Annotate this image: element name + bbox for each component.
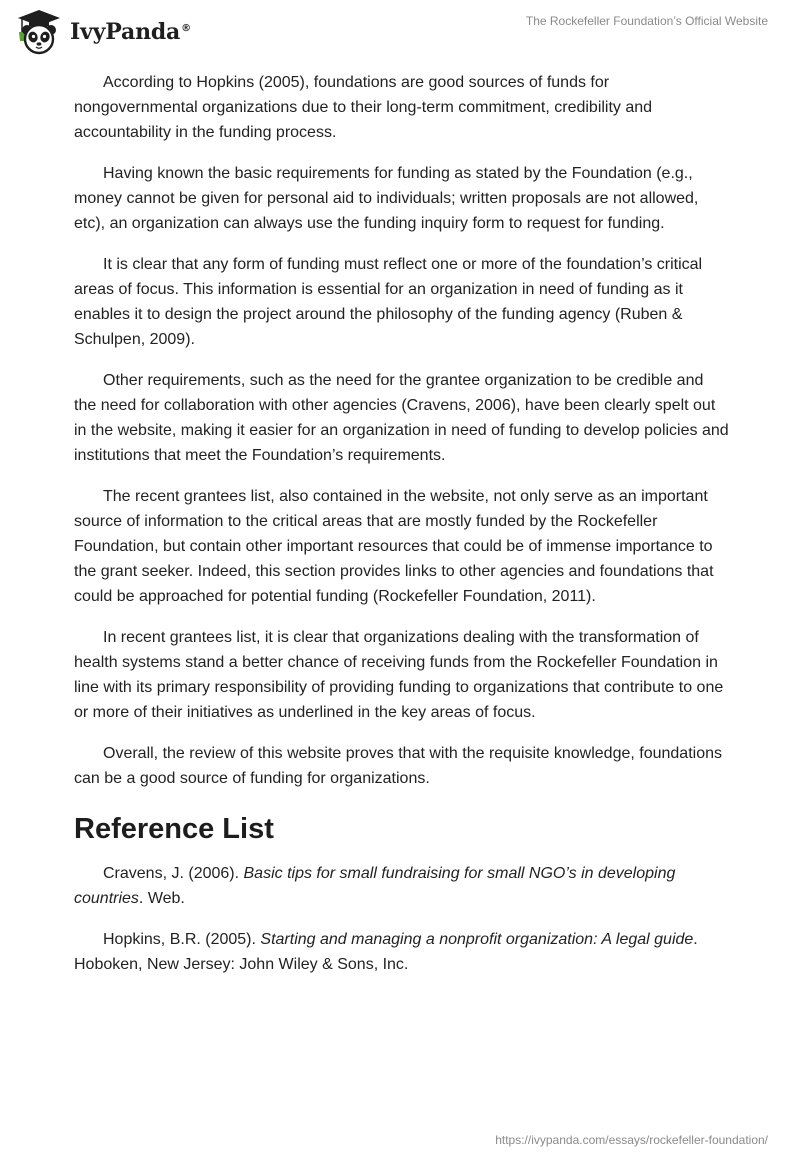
body-paragraph-7: Overall, the review of this website proves that with the requisite knowledge, foundations can be a good source of funding for organizations. [74,745,722,787]
logo-text: IvyPanda [70,19,181,45]
reference-author: Cravens, J. (2006). [103,865,244,882]
reference-author: Hopkins, B.R. (2005). [103,931,261,948]
ivypanda-logo[interactable] [14,9,191,55]
body-paragraph-1: According to Hopkins (2005), foundations are good sources of funds for nongovernmental organizations due to their long-term commitment, credibility and accountability in the funding process. [74,74,653,141]
registered-mark: ® [181,22,191,34]
essay-content [74,70,730,993]
reference-details: . Web. [138,890,185,907]
body-paragraph-3: It is clear that any form of funding must reflect one or more of the foundation’s critical areas of focus. This information is essential for an organization in need of funding as it enables it to design the project around the philosophy of the funding agency (Ruben & Schulpen, 2009). [74,256,703,348]
reference-details: . Hoboken, New Jersey: John Wiley & Sons, Inc. [74,931,698,973]
reference-title: Starting and managing a nonprofit organization: A legal guide [260,931,694,948]
body-paragraph-4: Other requirements, such as the need for the grantee organization to be credible and the need for collaboration with other agencies (Cravens, 2006), have been clearly spelt out in the website, making it easier for an organization in need of funding to develop policies and institutions that meet the Foundation’s requirements. [74,372,729,464]
panda-graduate-icon [14,9,64,55]
reference-item-1 [74,861,730,911]
body-paragraph-6: In recent grantees list, it is clear that organizations dealing with the transformation of health systems stand a better chance of receiving funds from the Rockefeller Foundation in line with its primary responsibility of providing funding to organizations that contribute to one or more of their initiatives as underlined in the key areas of focus. [74,629,724,721]
reference-title: Basic tips for small fundraising for small NGO’s in developing countries [74,865,676,907]
reference-item-2 [74,927,730,977]
page-header [0,0,800,64]
logo-wordmark [70,19,191,45]
body-paragraph-2: Having known the basic requirements for funding as stated by the Foundation (e.g., money cannot be given for personal aid to individuals; written proposals are not allowed, etc), an organization can always use the funding inquiry form to request for funding. [74,165,699,232]
source-url[interactable]: https://ivypanda.com/essays/rockefeller-foundation/ [495,1133,768,1147]
reference-list-heading: Reference List [74,813,274,845]
body-paragraph-5: The recent grantees list, also contained in the website, not only serve as an important source of information to the critical areas that are mostly funded by the Rockefeller Foundation, but contain other important resources that could be of immense importance to the grant seeker. Indeed, this section provides links to other agencies and foundations that could be approached for potential funding (Rockefeller Foundation, 2011). [74,488,714,605]
document-title: The Rockefeller Foundation’s Official Website [525,14,768,28]
